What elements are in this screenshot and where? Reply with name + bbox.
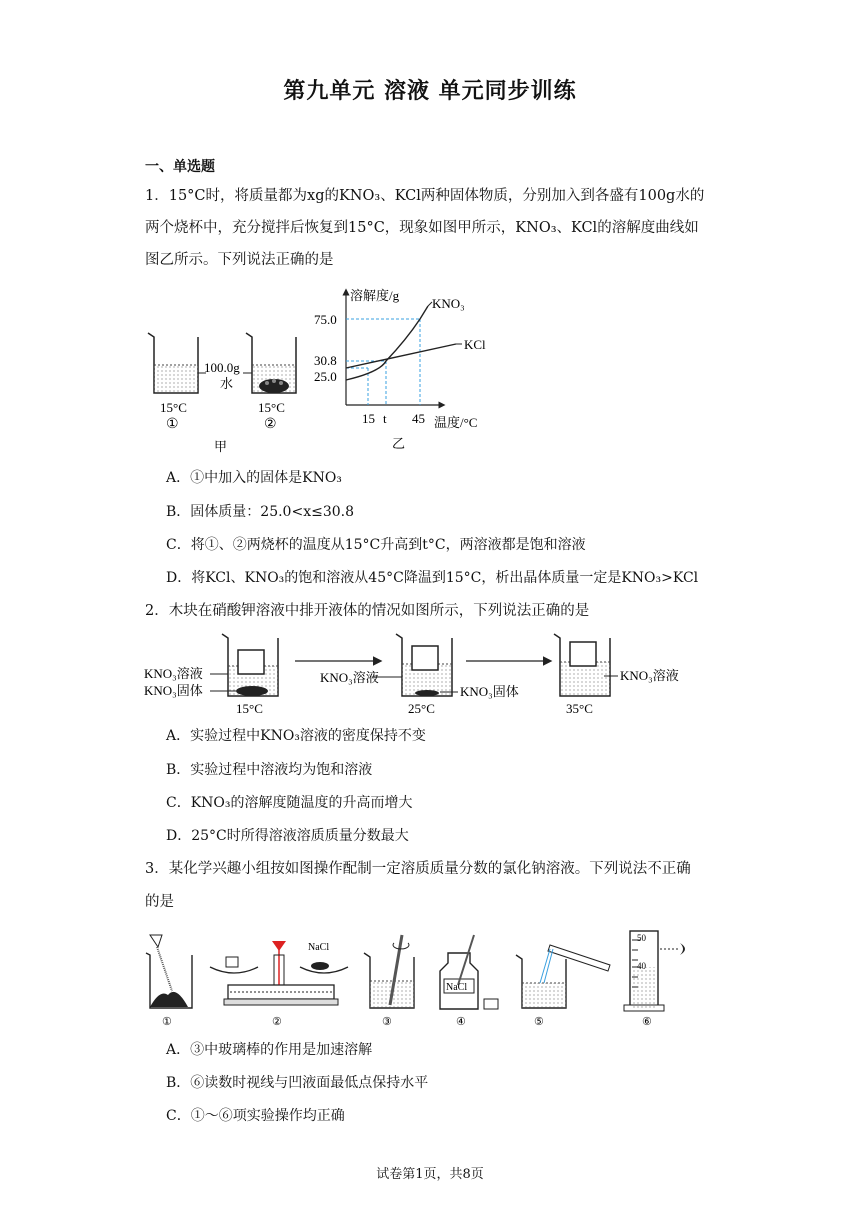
eye-icon xyxy=(680,943,685,955)
page-footer: 试卷第1页，共8页 xyxy=(376,1167,484,1182)
q2-option-b: B．实验过程中溶液均为饱和溶液 xyxy=(166,762,373,778)
q2-option-d: D．25°C时所得溶液溶质质量分数最大 xyxy=(166,828,409,844)
marker-4: ④ xyxy=(456,1016,466,1028)
beaker-icon xyxy=(148,333,198,393)
marker-3: ③ xyxy=(382,1016,392,1028)
section-heading: 一、单选题 xyxy=(145,159,215,175)
y-tick-30-8: 30.8 xyxy=(314,353,337,368)
kno3-solid-label: KNO₃固体 xyxy=(460,684,519,699)
kno3-label: KNO₃ xyxy=(432,296,465,311)
q3-option-b: B．⑥读数时视线与凹液面最低点保持水平 xyxy=(166,1075,429,1091)
marker-2: ② xyxy=(264,417,277,432)
kcl-label: KCl xyxy=(464,337,486,352)
q1-line1: 1．15°C时，将质量都为xg的KNO₃、KCl两种固体物质，分别加入到各盛有100g水的 xyxy=(145,188,705,204)
marker-2: ② xyxy=(272,1016,282,1028)
graduated-cylinder-icon xyxy=(624,931,685,1011)
q1-option-b: B．固体质量：25.0<x≤30.8 xyxy=(166,504,354,520)
reagent-bottle-icon xyxy=(440,935,498,1009)
q1-line3: 图乙所示。下列说法正确的是 xyxy=(145,252,334,268)
q3-line1: 3．某化学兴趣小组按如图操作配制一定溶质质量分数的氯化钠溶液。下列说法不正确 xyxy=(145,861,691,877)
water-label: 100.0g xyxy=(204,360,240,375)
page-title: 第九单元 溶液 单元同步训练 xyxy=(283,79,577,104)
q2-figure xyxy=(140,628,700,718)
beaker-icon xyxy=(554,634,610,696)
beaker-icon xyxy=(146,935,192,1008)
kno3-solid-label: KNO₃固体 xyxy=(144,683,203,698)
nacl-label: NaCl xyxy=(308,942,330,953)
beaker-icon xyxy=(246,333,296,393)
x-axis-label: 温度/°C xyxy=(434,415,478,430)
q2-option-c: C．KNO₃的溶解度随温度的升高而增大 xyxy=(166,795,413,811)
x-tick-t: t xyxy=(383,411,387,426)
x-tick-45: 45 xyxy=(412,411,425,426)
q1-line2: 两个烧杯中，充分搅拌后恢复到15°C，现象如图甲所示，KNO₃、KCl的溶解度曲线如 xyxy=(145,220,699,236)
q3-option-c: C．①～⑥项实验操作均正确 xyxy=(166,1108,345,1124)
kno3-curve xyxy=(346,306,428,380)
q1-option-d: D．将KCl、KNO₃的饱和溶液从45°C降温到15°C，析出晶体质量一定是KNO₃>KCl xyxy=(166,570,699,586)
marker-5: ⑤ xyxy=(534,1016,544,1028)
temp-label: 25°C xyxy=(408,701,435,716)
q1-option-a: A．①中加入的固体是KNO₃ xyxy=(166,470,342,486)
q1-figure-yi xyxy=(310,282,500,452)
x-tick-15: 15 xyxy=(362,411,375,426)
beaker-icon xyxy=(396,634,452,696)
scale-40: 40 xyxy=(637,961,646,971)
figure-caption-jia: 甲 xyxy=(214,439,228,454)
q3-line2: 的是 xyxy=(145,894,174,910)
beaker-icon xyxy=(364,935,414,1008)
nacl-label: NaCl xyxy=(446,982,468,993)
q3-option-a: A．③中玻璃棒的作用是加速溶解 xyxy=(166,1042,373,1058)
q1-figure-jia xyxy=(140,325,310,455)
y-tick-25: 25.0 xyxy=(314,369,337,384)
beaker-icon xyxy=(222,634,278,696)
figure-caption-yi: 乙 xyxy=(392,436,406,451)
temp-label: 15°C xyxy=(160,400,187,415)
kno3-solution-label: KNO₃溶液 xyxy=(620,668,679,683)
temp-label: 15°C xyxy=(236,701,263,716)
beaker-icon xyxy=(516,945,610,1008)
temp-label: 15°C xyxy=(258,400,285,415)
q1-option-c: C．将①、②两烧杯的温度从15°C升高到t°C，两溶液都是饱和溶液 xyxy=(166,537,586,553)
kno3-solution-label: KNO₃溶液 xyxy=(144,666,203,681)
kcl-curve xyxy=(346,344,456,368)
marker-6: ⑥ xyxy=(642,1016,652,1028)
marker-1: ① xyxy=(166,417,179,432)
q2-option-a: A．实验过程中KNO₃溶液的密度保持不变 xyxy=(166,728,426,744)
scale-50: 50 xyxy=(637,933,646,943)
y-axis-label: 溶解度/g xyxy=(350,288,400,303)
y-tick-75: 75.0 xyxy=(314,312,337,327)
q2-line1: 2．木块在硝酸钾溶液中排开液体的情况如图所示，下列说法正确的是 xyxy=(145,603,590,619)
water-label-2: 水 xyxy=(220,376,234,391)
temp-label: 35°C xyxy=(566,701,593,716)
q3-figure xyxy=(140,925,700,1030)
kno3-solution-label: KNO₃溶液 xyxy=(320,670,379,685)
marker-1: ① xyxy=(162,1016,172,1028)
